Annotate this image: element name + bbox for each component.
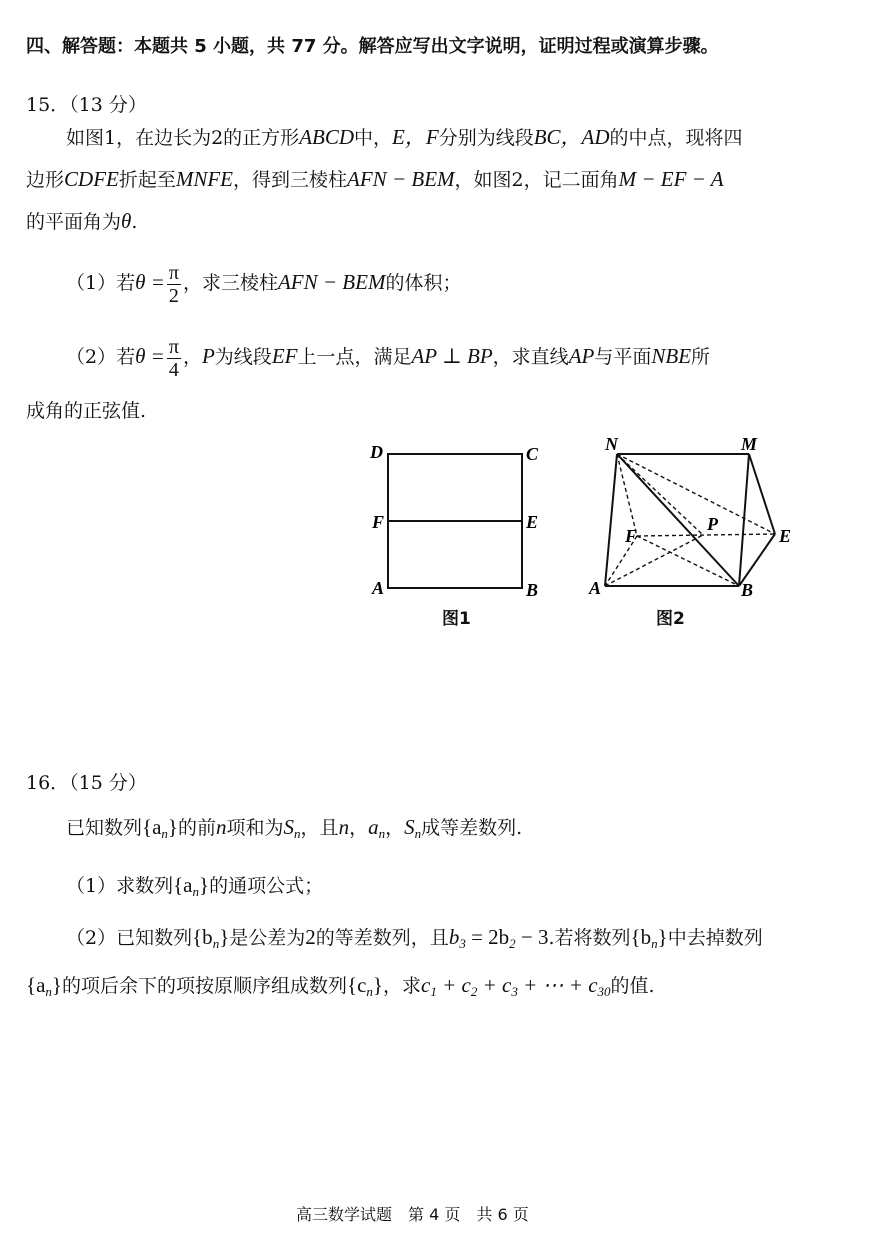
edge-na xyxy=(605,454,617,586)
label-e2: E xyxy=(779,526,792,546)
q16-line1: 已知数列$\{a_n\}$的前n项和为$S_n$，且n，$a_n$，$S_n$成等差数列. xyxy=(66,815,523,841)
figure1-caption: 图1 xyxy=(442,609,471,629)
figure2-caption: 图2 xyxy=(656,609,685,629)
figure1-square-diagram xyxy=(360,430,550,630)
q16-part2: （2）已知数列$\{b_n\}$是公差为2的等差数列，且$b_3 = 2b_2 - 3$.若将数列$\{b_n\}$中去掉数列 xyxy=(66,925,763,951)
label-a2: A xyxy=(589,578,602,598)
edge-ne xyxy=(617,454,775,534)
q15-part2-cont: 成角的正弦值. xyxy=(26,400,147,422)
label-m: M xyxy=(741,434,758,454)
q16-part2-cont: $\{a_n\}$的项后余下的项按原顺序组成数列$\{c_n\}$，求$c_1 + c_2 + c_3$ + ⋯ + $c_{30}$的值. xyxy=(26,973,655,999)
q15-line2: 边形CDFE折起至MNFE，得到三棱柱AFN − BEM，如图2，记二面角M − EF − A xyxy=(26,167,724,191)
q15-header: 15．（13 分） xyxy=(26,94,147,116)
edge-np xyxy=(617,454,703,535)
fraction-pi-2: $\frac{\pi}{2}$ xyxy=(168,261,179,307)
page-footer: 高三数学试题 第 4 页 共 6 页 xyxy=(296,1205,529,1224)
q16-header: 16．（15 分） xyxy=(26,772,147,794)
label-e: E xyxy=(526,512,539,532)
figure2-prism-diagram xyxy=(585,430,805,630)
q15-part1: （1）若θ = $\frac{\pi}{2}$ ，求三棱柱AFN − BEM的体积； xyxy=(66,261,462,307)
q16-part1: （1）求数列$\{a_n\}$的通项公式； xyxy=(66,873,324,899)
q15-line3: 的平面角为θ. xyxy=(26,209,138,233)
label-p: P xyxy=(707,514,718,534)
fraction-pi-4: $\frac{\pi}{4}$ xyxy=(168,335,179,381)
edge-mb xyxy=(739,454,749,586)
label-f: F xyxy=(372,512,385,532)
edge-nb xyxy=(617,454,739,586)
label-n: N xyxy=(605,434,618,454)
label-b2: B xyxy=(741,580,754,600)
edge-me xyxy=(749,454,775,534)
q15-part2: （2）若θ = $\frac{\pi}{4}$ ，P为线段EF上一点，满足AP ⊥ BP，求直线AP与平面NBE所 xyxy=(66,335,711,381)
label-b: B xyxy=(526,580,539,600)
edge-fe xyxy=(637,534,775,536)
q15-line1: 如图1，在边长为2的正方形ABCD中，E，F分别为线段BC，AD的中点，现将四 xyxy=(66,125,743,149)
section-heading: 四、解答题：本题共 5 小题，共 77 分。解答应写出文字说明，证明过程或演算步骤。 xyxy=(26,36,719,57)
label-a: A xyxy=(372,578,385,598)
label-d: D xyxy=(370,442,383,462)
edge-nf xyxy=(617,454,637,536)
label-f2: F xyxy=(625,526,638,546)
label-c: C xyxy=(526,444,539,464)
edge-eb xyxy=(739,534,775,586)
